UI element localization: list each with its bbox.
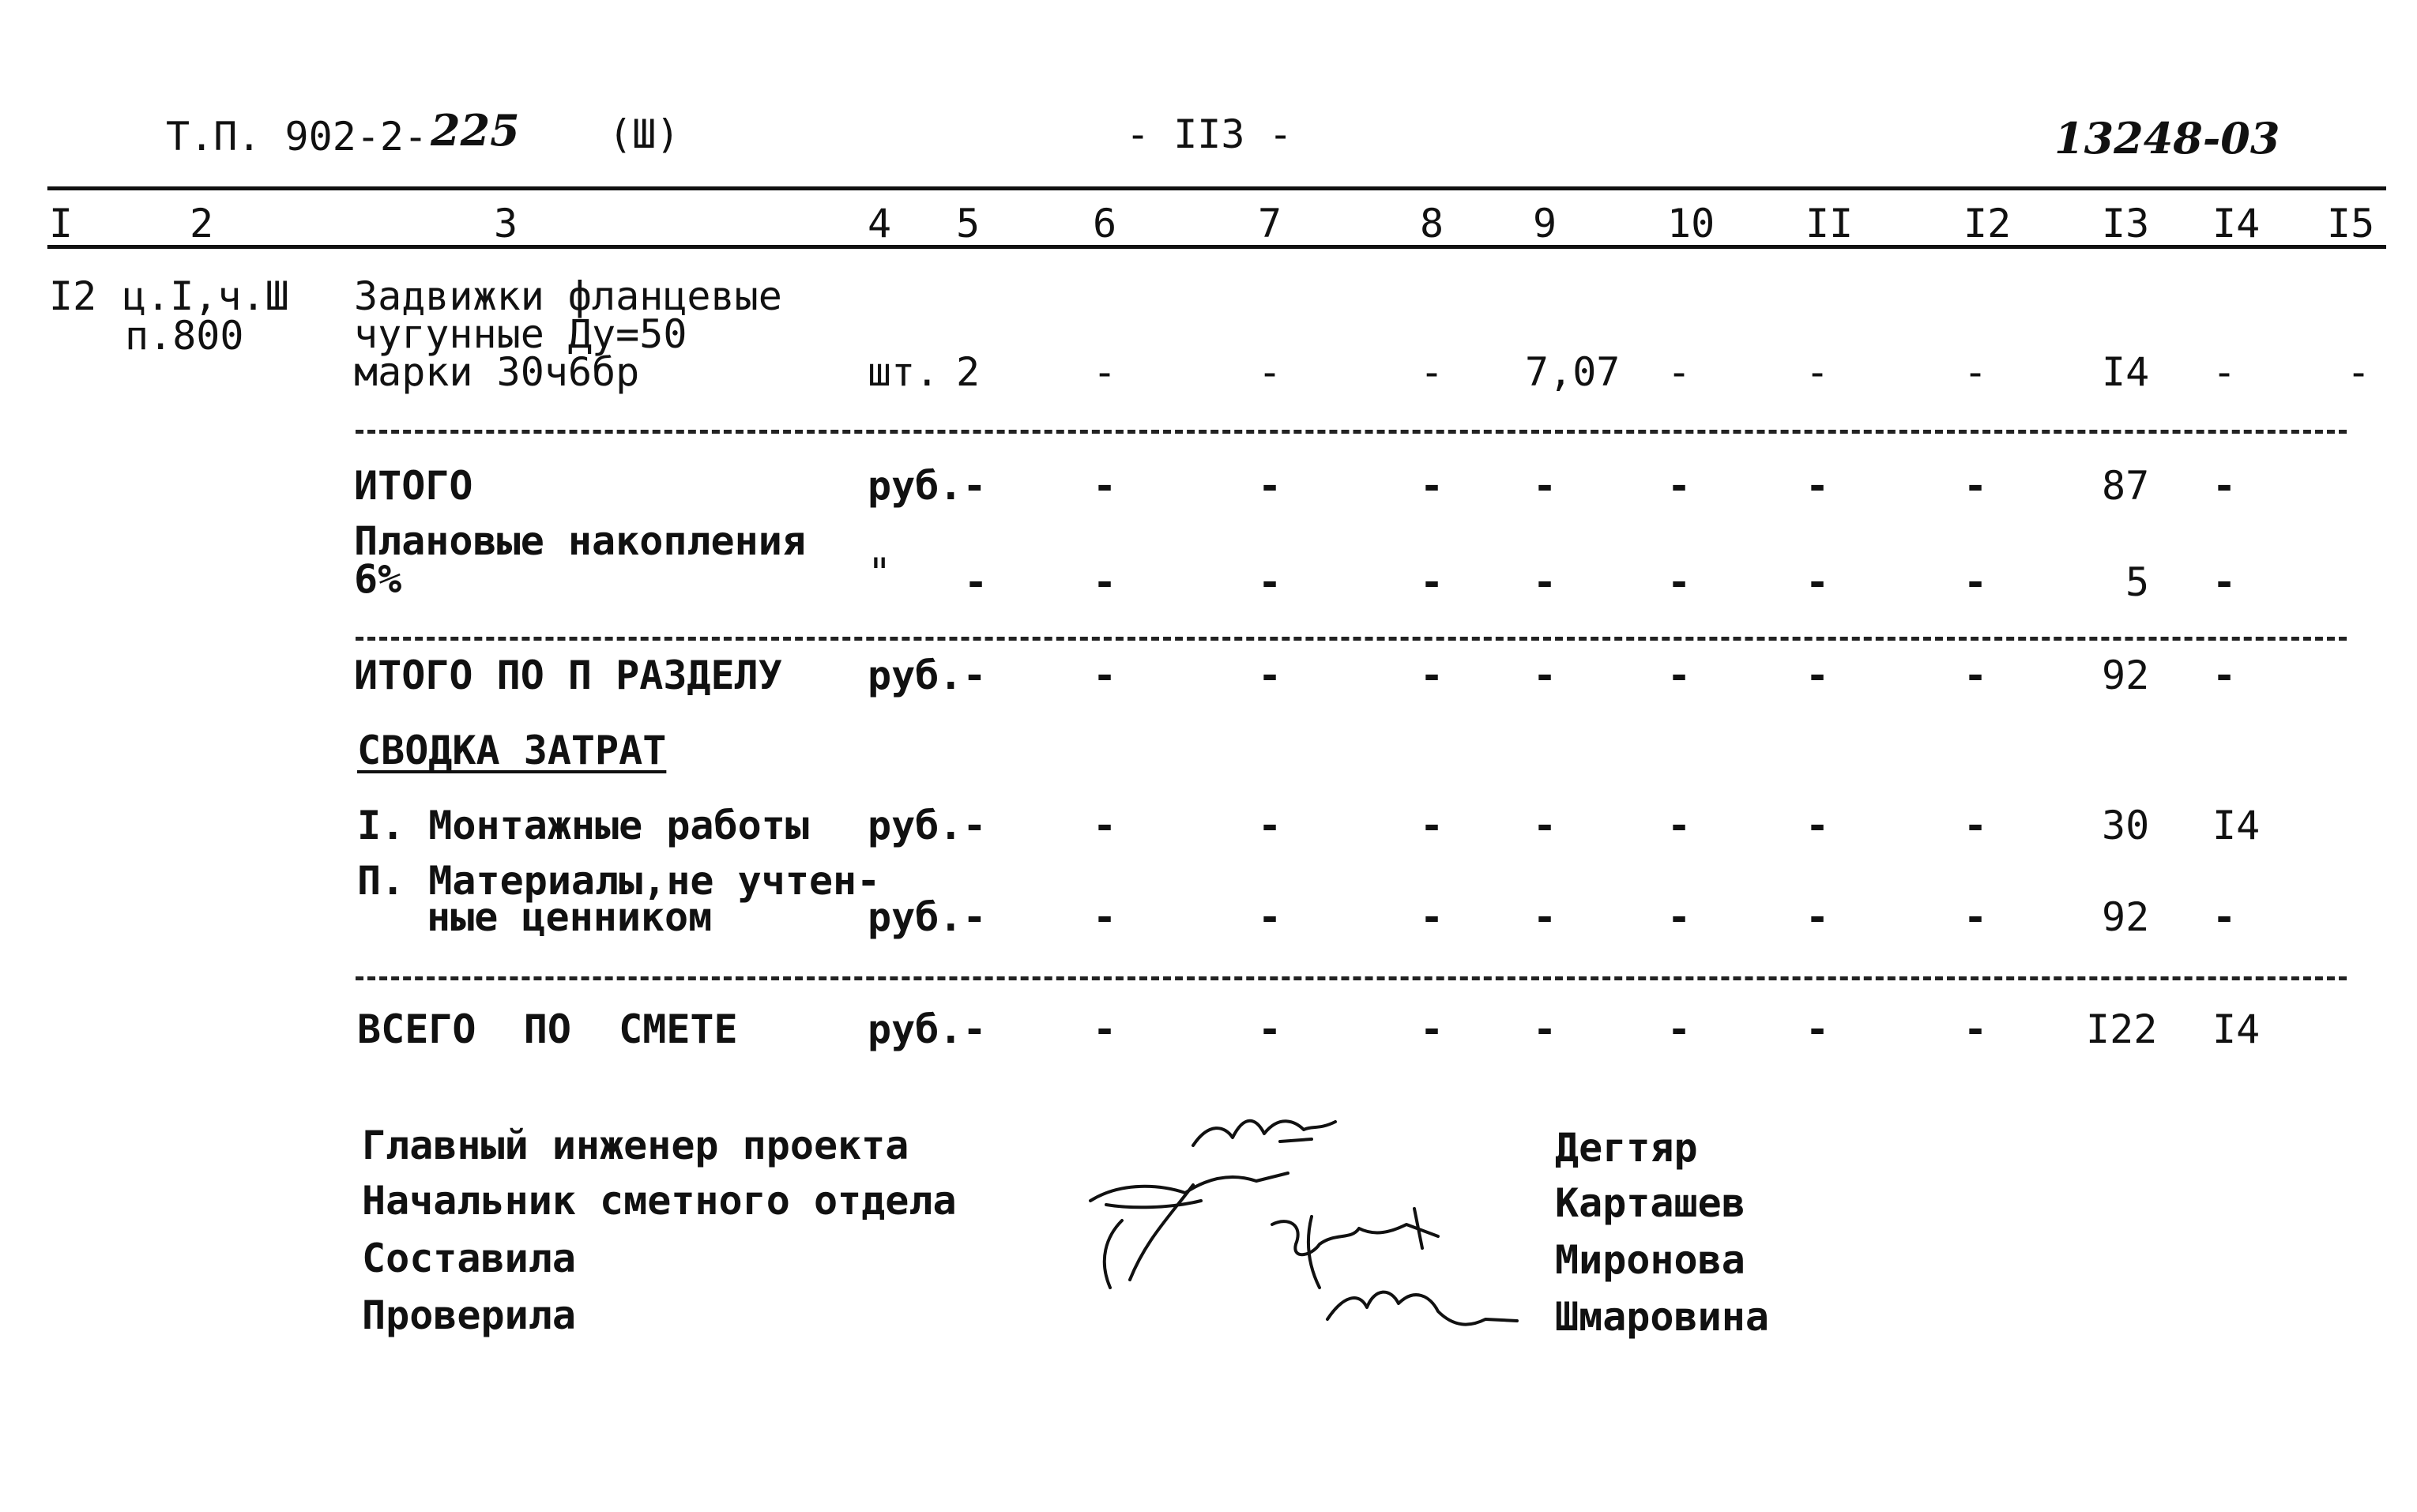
page-number: - II3 - — [1126, 111, 1293, 157]
signature-role-checked: Проверила — [362, 1292, 576, 1338]
summary-row1-col9: - — [1533, 803, 1557, 848]
summary-row2-col13: 92 — [2102, 894, 2150, 940]
plan-col7: - — [1258, 559, 1282, 605]
signature-1 — [1193, 1121, 1335, 1145]
summary-row1-unit: руб.- — [868, 803, 987, 848]
grand-total-col13: I22 — [2086, 1006, 2158, 1052]
signature-4 — [1327, 1292, 1517, 1325]
summary-row2-col11: - — [1805, 894, 1830, 940]
summary-row1-label: I. Монтажные работы — [357, 803, 809, 848]
itogo-section-col9: - — [1533, 653, 1557, 698]
col-header-5: 5 — [956, 201, 981, 246]
plan-col6: - — [1093, 559, 1117, 605]
itogo-section-col11: - — [1805, 653, 1830, 698]
handwritten-signatures — [1075, 1090, 1549, 1351]
col-header-7: 7 — [1258, 201, 1282, 246]
summary-row2-col14: - — [2212, 894, 2237, 940]
col-header-14: I4 — [2212, 201, 2261, 246]
itogo-col10: - — [1667, 463, 1692, 509]
itogo-section-col8: - — [1420, 653, 1444, 698]
signature-2 — [1090, 1173, 1288, 1288]
itogo-col8: - — [1420, 463, 1444, 509]
summary-row2-col10: - — [1667, 894, 1692, 940]
col-header-2: 2 — [190, 201, 214, 246]
tp-prefix: Т.П. 902-2- — [166, 114, 428, 160]
col-header-1: I — [49, 201, 73, 246]
signature-role-compiled: Составила — [362, 1236, 576, 1281]
grand-total-col14: I4 — [2212, 1006, 2261, 1052]
item-col12: - — [1963, 349, 1988, 395]
item-name-line3: марки 30ч6бр — [354, 349, 640, 395]
itogo-col9: - — [1533, 463, 1557, 509]
item-col8: - — [1420, 349, 1444, 395]
signature-name-kartashev: Карташев — [1555, 1180, 1745, 1226]
plan-label-line2: 6% — [354, 556, 402, 602]
item-col13-total: I4 — [2102, 349, 2150, 395]
itogo-section-label: ИТОГО ПО П РАЗДЕЛУ — [354, 653, 782, 698]
item-col6: - — [1093, 349, 1117, 395]
itogo-section-col14: - — [2212, 653, 2237, 698]
col-header-9: 9 — [1533, 201, 1557, 246]
summary-title: СВОДКА ЗАТРАТ — [357, 728, 667, 773]
dashed-separator-2 — [356, 637, 2347, 641]
itogo-unit: руб.- — [868, 463, 987, 509]
item-name-line1: Задвижки фланцевые — [354, 273, 782, 319]
summary-row1-col11: - — [1805, 803, 1830, 848]
summary-row2-col12: - — [1963, 894, 1988, 940]
col-header-11: II — [1805, 201, 1854, 246]
summary-row2-col6: - — [1093, 894, 1117, 940]
itogo-section-col12: - — [1963, 653, 1988, 698]
item-unit: шт. — [868, 349, 939, 395]
plan-col11: - — [1805, 559, 1830, 605]
item-col14: - — [2212, 349, 2237, 395]
signature-name-shmarovina: Шмаровина — [1555, 1294, 1769, 1340]
item-code-line1: ц.I,ч.Ш — [122, 273, 289, 319]
plan-col5: - — [964, 559, 988, 605]
itogo-col11: - — [1805, 463, 1830, 509]
plan-col8: - — [1420, 559, 1444, 605]
summary-row1-col12: - — [1963, 803, 1988, 848]
col-header-6: 6 — [1093, 201, 1117, 246]
signature-role-head-estimates: Начальник сметного отдела — [362, 1178, 957, 1224]
itogo-section-col10: - — [1667, 653, 1692, 698]
grand-total-col12: - — [1963, 1006, 1988, 1052]
item-col11: - — [1805, 349, 1830, 395]
itogo-section-unit: руб.- — [868, 653, 987, 698]
summary-row2-label-line1: П. Материалы,не учтен- — [357, 858, 881, 904]
grand-total-col8: - — [1420, 1006, 1444, 1052]
signature-name-degtyar: Дегтяр — [1555, 1125, 1698, 1171]
item-name-line2: чугунные Ду=50 — [354, 311, 687, 357]
item-code-line2: п.800 — [125, 313, 244, 359]
itogo-col12: - — [1963, 463, 1988, 509]
item-quantity: 2 — [956, 349, 981, 395]
grand-total-col7: - — [1258, 1006, 1282, 1052]
col-header-8: 8 — [1420, 201, 1444, 246]
grand-total-col9: - — [1533, 1006, 1557, 1052]
summary-row2-col8: - — [1420, 894, 1444, 940]
itogo-section-col7: - — [1258, 653, 1282, 698]
signature-name-mironova: Миронова — [1555, 1237, 1745, 1283]
itogo-col6: - — [1093, 463, 1117, 509]
summary-row2-col7: - — [1258, 894, 1282, 940]
itogo-col14: - — [2212, 463, 2237, 509]
dashed-separator-3 — [356, 976, 2347, 980]
summary-row1-col8: - — [1420, 803, 1444, 848]
doc-code: 13248-03 — [2054, 113, 2280, 164]
itogo-section-col13-total: 92 — [2102, 653, 2150, 698]
plan-label-line1: Плановые накопления — [354, 518, 806, 564]
itogo-col13-total: 87 — [2102, 463, 2150, 509]
itogo-section-col6: - — [1093, 653, 1117, 698]
grand-total-col6: - — [1093, 1006, 1117, 1052]
grand-total-unit: руб.- — [868, 1006, 987, 1052]
item-col15: - — [2347, 349, 2371, 395]
plan-col9: - — [1533, 559, 1557, 605]
tp-suffix: (Ш) — [608, 111, 680, 157]
col-header-13: I3 — [2102, 201, 2150, 246]
item-col10: - — [1667, 349, 1692, 395]
plan-col14: - — [2212, 559, 2237, 605]
grand-total-col11: - — [1805, 1006, 1830, 1052]
summary-row1-col7: - — [1258, 803, 1282, 848]
summary-row2-label-line2: ные ценником — [427, 894, 713, 940]
grand-total-label: ВСЕГО ПО СМЕТЕ — [357, 1006, 738, 1052]
item-number: I2 — [49, 273, 97, 319]
top-rule — [47, 186, 2386, 190]
summary-row1-col13: 30 — [2102, 803, 2150, 848]
col-header-15: I5 — [2327, 201, 2375, 246]
plan-col13-total: 5 — [2125, 559, 2150, 605]
tp-number: 225 — [431, 105, 520, 156]
summary-row2-unit: руб.- — [868, 894, 987, 940]
col-header-4: 4 — [868, 201, 892, 246]
itogo-label: ИТОГО — [354, 463, 473, 509]
plan-col12: - — [1963, 559, 1988, 605]
summary-row1-col6: - — [1093, 803, 1117, 848]
summary-row1-col14: I4 — [2212, 803, 2261, 848]
col-header-10: 10 — [1667, 201, 1715, 246]
dashed-separator-1 — [356, 430, 2347, 434]
col-header-12: I2 — [1963, 201, 2012, 246]
header-rule — [47, 245, 2386, 249]
item-col9-price: 7,07 — [1525, 349, 1621, 395]
plan-col10: - — [1667, 559, 1692, 605]
grand-total-col10: - — [1667, 1006, 1692, 1052]
signature-3 — [1272, 1209, 1438, 1288]
itogo-col7: - — [1258, 463, 1282, 509]
col-header-3: 3 — [494, 201, 518, 246]
plan-unit: " — [868, 550, 892, 596]
summary-row1-col10: - — [1667, 803, 1692, 848]
item-col7: - — [1258, 349, 1282, 395]
signature-role-chief-engineer: Главный инженер проекта — [362, 1123, 909, 1168]
summary-row2-col9: - — [1533, 894, 1557, 940]
